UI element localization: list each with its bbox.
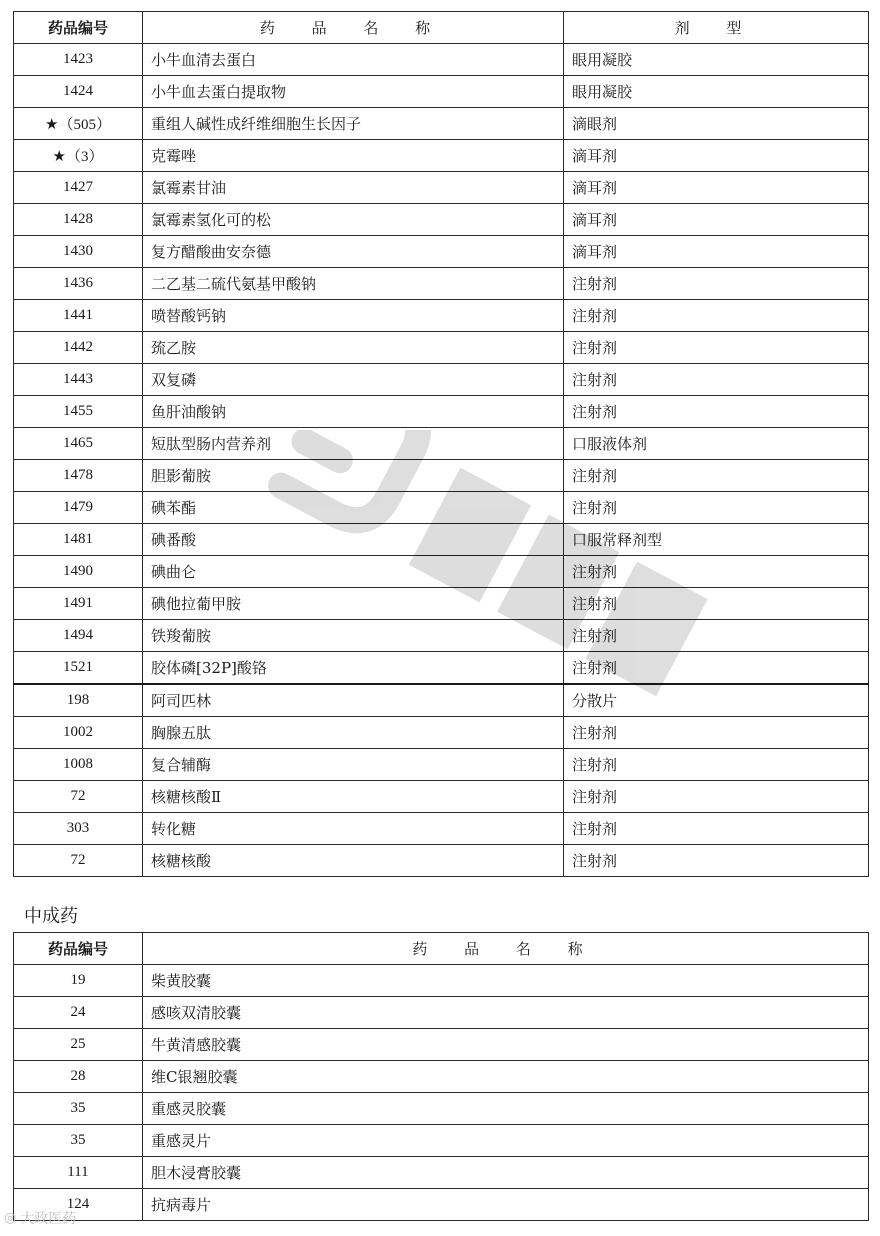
drug-code-cell: 35 [14,1093,143,1125]
table-row [14,588,869,620]
drug-code-cell: 198 [14,684,143,717]
drug-name-cell: 胆木浸膏胶囊 [143,1157,869,1189]
drug-code-cell: 72 [14,781,143,813]
drug-code-cell: 72 [14,845,143,877]
dosage-form-cell: 注射剂 [564,781,869,813]
drug-name-cell: 双复磷 [143,364,564,396]
header-drug-code: 药品编号 [14,933,143,965]
table-row [14,140,869,172]
drug-code-cell: 1002 [14,717,143,749]
dosage-form-cell: 注射剂 [564,588,869,620]
drug-name-cell: 维C银翘胶囊 [143,1061,869,1093]
table-row [14,997,869,1029]
dosage-form-cell: 注射剂 [564,652,869,685]
table-row [14,204,869,236]
table-row [14,236,869,268]
drug-code-cell: 24 [14,997,143,1029]
drug-name-cell: 核糖核酸 [143,845,564,877]
table-header-row [14,933,869,965]
dosage-form-cell: 注射剂 [564,364,869,396]
dosage-form-cell: 注射剂 [564,556,869,588]
table-row [14,965,869,997]
drug-name-cell: 碘他拉葡甲胺 [143,588,564,620]
drug-name-cell: 感咳双清胶囊 [143,997,869,1029]
dosage-form-cell: 注射剂 [564,620,869,652]
table-row [14,428,869,460]
dosage-form-cell: 注射剂 [564,460,869,492]
drug-name-cell: 重组人碱性成纤维细胞生长因子 [143,108,564,140]
table-row [14,684,869,717]
table-row [14,1125,869,1157]
drug-name-cell: 重感灵片 [143,1125,869,1157]
drug-name-cell: 柴黄胶囊 [143,965,869,997]
dosage-form-cell: 注射剂 [564,492,869,524]
dosage-form-cell: 眼用凝胶 [564,44,869,76]
dosage-form-cell: 滴眼剂 [564,108,869,140]
drug-code-cell: 28 [14,1061,143,1093]
drug-name-cell: 碘曲仑 [143,556,564,588]
western-drug-table [13,11,869,877]
table-row [14,1189,869,1221]
table-row [14,652,869,685]
dosage-form-cell: 注射剂 [564,300,869,332]
drug-code-cell: 1465 [14,428,143,460]
drug-name-cell: 抗病毒片 [143,1189,869,1221]
drug-name-cell: 喷替酸钙钠 [143,300,564,332]
drug-name-cell: 胶体磷[32P]酸铬 [143,652,564,685]
drug-name-cell: 二乙基二硫代氨基甲酸钠 [143,268,564,300]
drug-code-cell: 1490 [14,556,143,588]
table-row [14,845,869,877]
table-row [14,620,869,652]
drug-name-cell: 铁羧葡胺 [143,620,564,652]
drug-name-cell: 牛黄清感胶囊 [143,1029,869,1061]
drug-code-cell: 1443 [14,364,143,396]
table-row [14,268,869,300]
drug-name-cell: 短肽型肠内营养剂 [143,428,564,460]
table-row [14,556,869,588]
dosage-form-cell: 注射剂 [564,332,869,364]
drug-code-cell: ★（505） [14,108,143,140]
drug-code-cell: 1479 [14,492,143,524]
drug-code-cell: 19 [14,965,143,997]
dosage-form-cell: 注射剂 [564,396,869,428]
drug-name-cell: 碘番酸 [143,524,564,556]
drug-name-cell: 胸腺五肽 [143,717,564,749]
drug-name-cell: 氯霉素氢化可的松 [143,204,564,236]
drug-code-cell: 124 [14,1189,143,1221]
table-row [14,172,869,204]
drug-name-cell: 阿司匹林 [143,684,564,717]
dosage-form-cell: 滴耳剂 [564,140,869,172]
drug-code-cell: 1455 [14,396,143,428]
drug-code-cell: 1424 [14,76,143,108]
dosage-form-cell: 眼用凝胶 [564,76,869,108]
table-row [14,300,869,332]
weibo-logo-icon: ◎ [4,1210,17,1226]
dosage-form-cell: 分散片 [564,684,869,717]
dosage-form-cell: 滴耳剂 [564,172,869,204]
table-row [14,492,869,524]
drug-name-cell: 小牛血去蛋白提取物 [143,76,564,108]
table-row [14,460,869,492]
table-row [14,1093,869,1125]
table-row [14,396,869,428]
drug-name-cell: 碘苯酯 [143,492,564,524]
drug-code-cell: 111 [14,1157,143,1189]
drug-code-cell: 1478 [14,460,143,492]
drug-code-cell: 1494 [14,620,143,652]
drug-code-cell: 1430 [14,236,143,268]
drug-code-cell: ★（3） [14,140,143,172]
header-drug-code: 药品编号 [14,12,143,44]
drug-code-cell: 1521 [14,652,143,685]
drug-code-cell: 1442 [14,332,143,364]
table-row [14,1029,869,1061]
drug-name-cell: 鱼肝油酸钠 [143,396,564,428]
dosage-form-cell: 注射剂 [564,717,869,749]
table-row [14,364,869,396]
dosage-form-cell: 口服液体剂 [564,428,869,460]
dosage-form-cell: 注射剂 [564,268,869,300]
table-row [14,1061,869,1093]
drug-code-cell: 1427 [14,172,143,204]
drug-name-cell: 复方醋酸曲安奈德 [143,236,564,268]
dosage-form-cell: 注射剂 [564,749,869,781]
table-row [14,332,869,364]
drug-name-cell: 复合辅酶 [143,749,564,781]
table-row [14,781,869,813]
drug-code-cell: 1436 [14,268,143,300]
table-row [14,813,869,845]
chinese-medicine-table [13,932,869,1221]
section-title: 中成药 [24,906,78,927]
footer-watermark [4,1208,76,1228]
drug-name-cell: 转化糖 [143,813,564,845]
drug-name-cell: 氯霉素甘油 [143,172,564,204]
drug-code-cell: 1481 [14,524,143,556]
drug-code-cell: 1428 [14,204,143,236]
dosage-form-cell: 滴耳剂 [564,204,869,236]
header-drug-name: 药 品 名 称 [143,933,869,965]
drug-code-cell: 1441 [14,300,143,332]
table-row [14,524,869,556]
drug-code-cell: 303 [14,813,143,845]
drug-name-cell: 小牛血清去蛋白 [143,44,564,76]
drug-code-cell: 35 [14,1125,143,1157]
table-row [14,44,869,76]
table-row [14,108,869,140]
drug-code-cell: 1008 [14,749,143,781]
drug-code-cell: 1423 [14,44,143,76]
dosage-form-cell: 口服常释剂型 [564,524,869,556]
dosage-form-cell: 滴耳剂 [564,236,869,268]
dosage-form-cell: 注射剂 [564,845,869,877]
drug-code-cell: 1491 [14,588,143,620]
header-drug-name: 药 品 名 称 [143,12,564,44]
dosage-form-cell: 注射剂 [564,813,869,845]
drug-code-cell: 25 [14,1029,143,1061]
table-header-row [14,12,869,44]
drug-name-cell: 克霉唑 [143,140,564,172]
table-row [14,749,869,781]
table-row [14,717,869,749]
header-dosage-form: 剂 型 [564,12,869,44]
drug-name-cell: 巯乙胺 [143,332,564,364]
table-row [14,1157,869,1189]
drug-name-cell: 核糖核酸Ⅱ [143,781,564,813]
footer-watermark-text: 大政医药 [20,1211,77,1227]
table-row [14,76,869,108]
drug-name-cell: 胆影葡胺 [143,460,564,492]
drug-name-cell: 重感灵胶囊 [143,1093,869,1125]
